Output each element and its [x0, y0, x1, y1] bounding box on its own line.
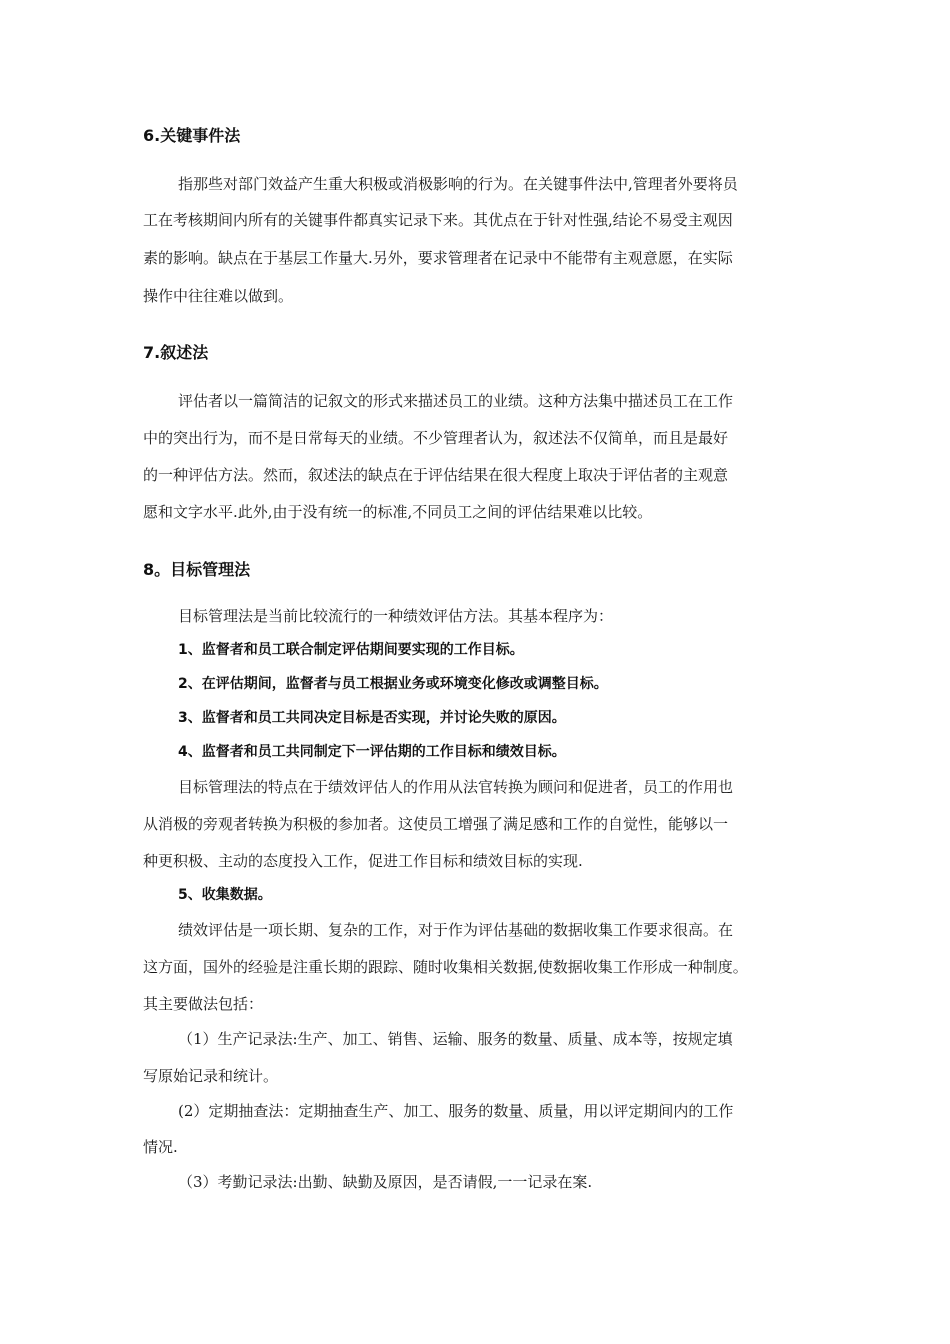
- method-1-line-1: （1）生产记录法:生产、加工、销售、运输、服务的数量、质量、成本等，按规定填: [178, 1030, 733, 1048]
- section-6-line-3: 素的影响。缺点在于基层工作量大.另外，要求管理者在记录中不能带有主观意愿，在实际: [143, 249, 733, 267]
- step-1: 1、监督者和员工联合制定评估期间要实现的工作目标。: [178, 642, 524, 658]
- section-8-p2-line-3: 种更积极、主动的态度投入工作，促进工作目标和绩效目标的实现.: [143, 852, 583, 870]
- section-8-p3-line-3: 其主要做法包括：: [143, 995, 264, 1013]
- step-5: 5、收集数据。: [178, 887, 272, 903]
- method-1-line-2: 写原始记录和统计。: [143, 1067, 279, 1085]
- section-8-intro: 目标管理法是当前比较流行的一种绩效评估方法。其基本程序为：: [178, 607, 614, 625]
- method-2-line-2: 情况.: [143, 1138, 178, 1156]
- section-7-line-3: 的一种评估方法。然而，叙述法的缺点在于评估结果在很大程度上取决于评估者的主观意: [143, 466, 729, 484]
- method-3-line: （3）考勤记录法:出勤、缺勤及原因，是否请假,一一记录在案.: [178, 1173, 593, 1191]
- section-8-heading: 8。目标管理法: [143, 560, 251, 579]
- section-6-line-1: 指那些对部门效益产生重大积极或消极影响的行为。在关键事件法中,管理者外要将员: [178, 175, 738, 193]
- step-2: 2、在评估期间，监督者与员工根据业务或环境变化修改或调整目标。: [178, 676, 608, 692]
- section-6-heading: 6.关键事件法: [143, 126, 241, 145]
- step-3: 3、监督者和员工共同决定目标是否实现，并讨论失败的原因。: [178, 710, 566, 726]
- section-7-heading: 7.叙述法: [143, 343, 209, 362]
- section-7-line-4: 愿和文字水平.此外,由于没有统一的标准,不同员工之间的评估结果难以比较。: [143, 503, 653, 521]
- section-6-line-2: 工在考核期间内所有的关键事件都真实记录下来。其优点在于针对性强,结论不易受主观因: [143, 211, 733, 229]
- method-2-line-1: (2）定期抽查法：定期抽查生产、加工、服务的数量、质量，用以评定期间内的工作: [178, 1102, 734, 1120]
- section-6-line-4: 操作中往往难以做到。: [143, 287, 294, 305]
- section-8-p3-line-1: 绩效评估是一项长期、复杂的工作，对于作为评估基础的数据收集工作要求很高。在: [178, 921, 734, 939]
- step-4: 4、监督者和员工共同制定下一评估期的工作目标和绩效目标。: [178, 744, 566, 760]
- section-7-line-2: 中的突出行为，而不是日常每天的业绩。不少管理者认为，叙述法不仅简单，而且是最好: [143, 429, 729, 447]
- section-8-p3-line-2: 这方面，国外的经验是注重长期的跟踪、随时收集相关数据,使数据收集工作形成一种制度。: [143, 958, 748, 976]
- section-8-p2-line-1: 目标管理法的特点在于绩效评估人的作用从法官转换为顾问和促进者，员工的作用也: [178, 778, 734, 796]
- section-7-line-1: 评估者以一篇简洁的记叙文的形式来描述员工的业绩。这种方法集中描述员工在工作: [178, 392, 734, 410]
- section-8-p2-line-2: 从消极的旁观者转换为积极的参加者。这使员工增强了满足感和工作的自觉性，能够以一: [143, 815, 729, 833]
